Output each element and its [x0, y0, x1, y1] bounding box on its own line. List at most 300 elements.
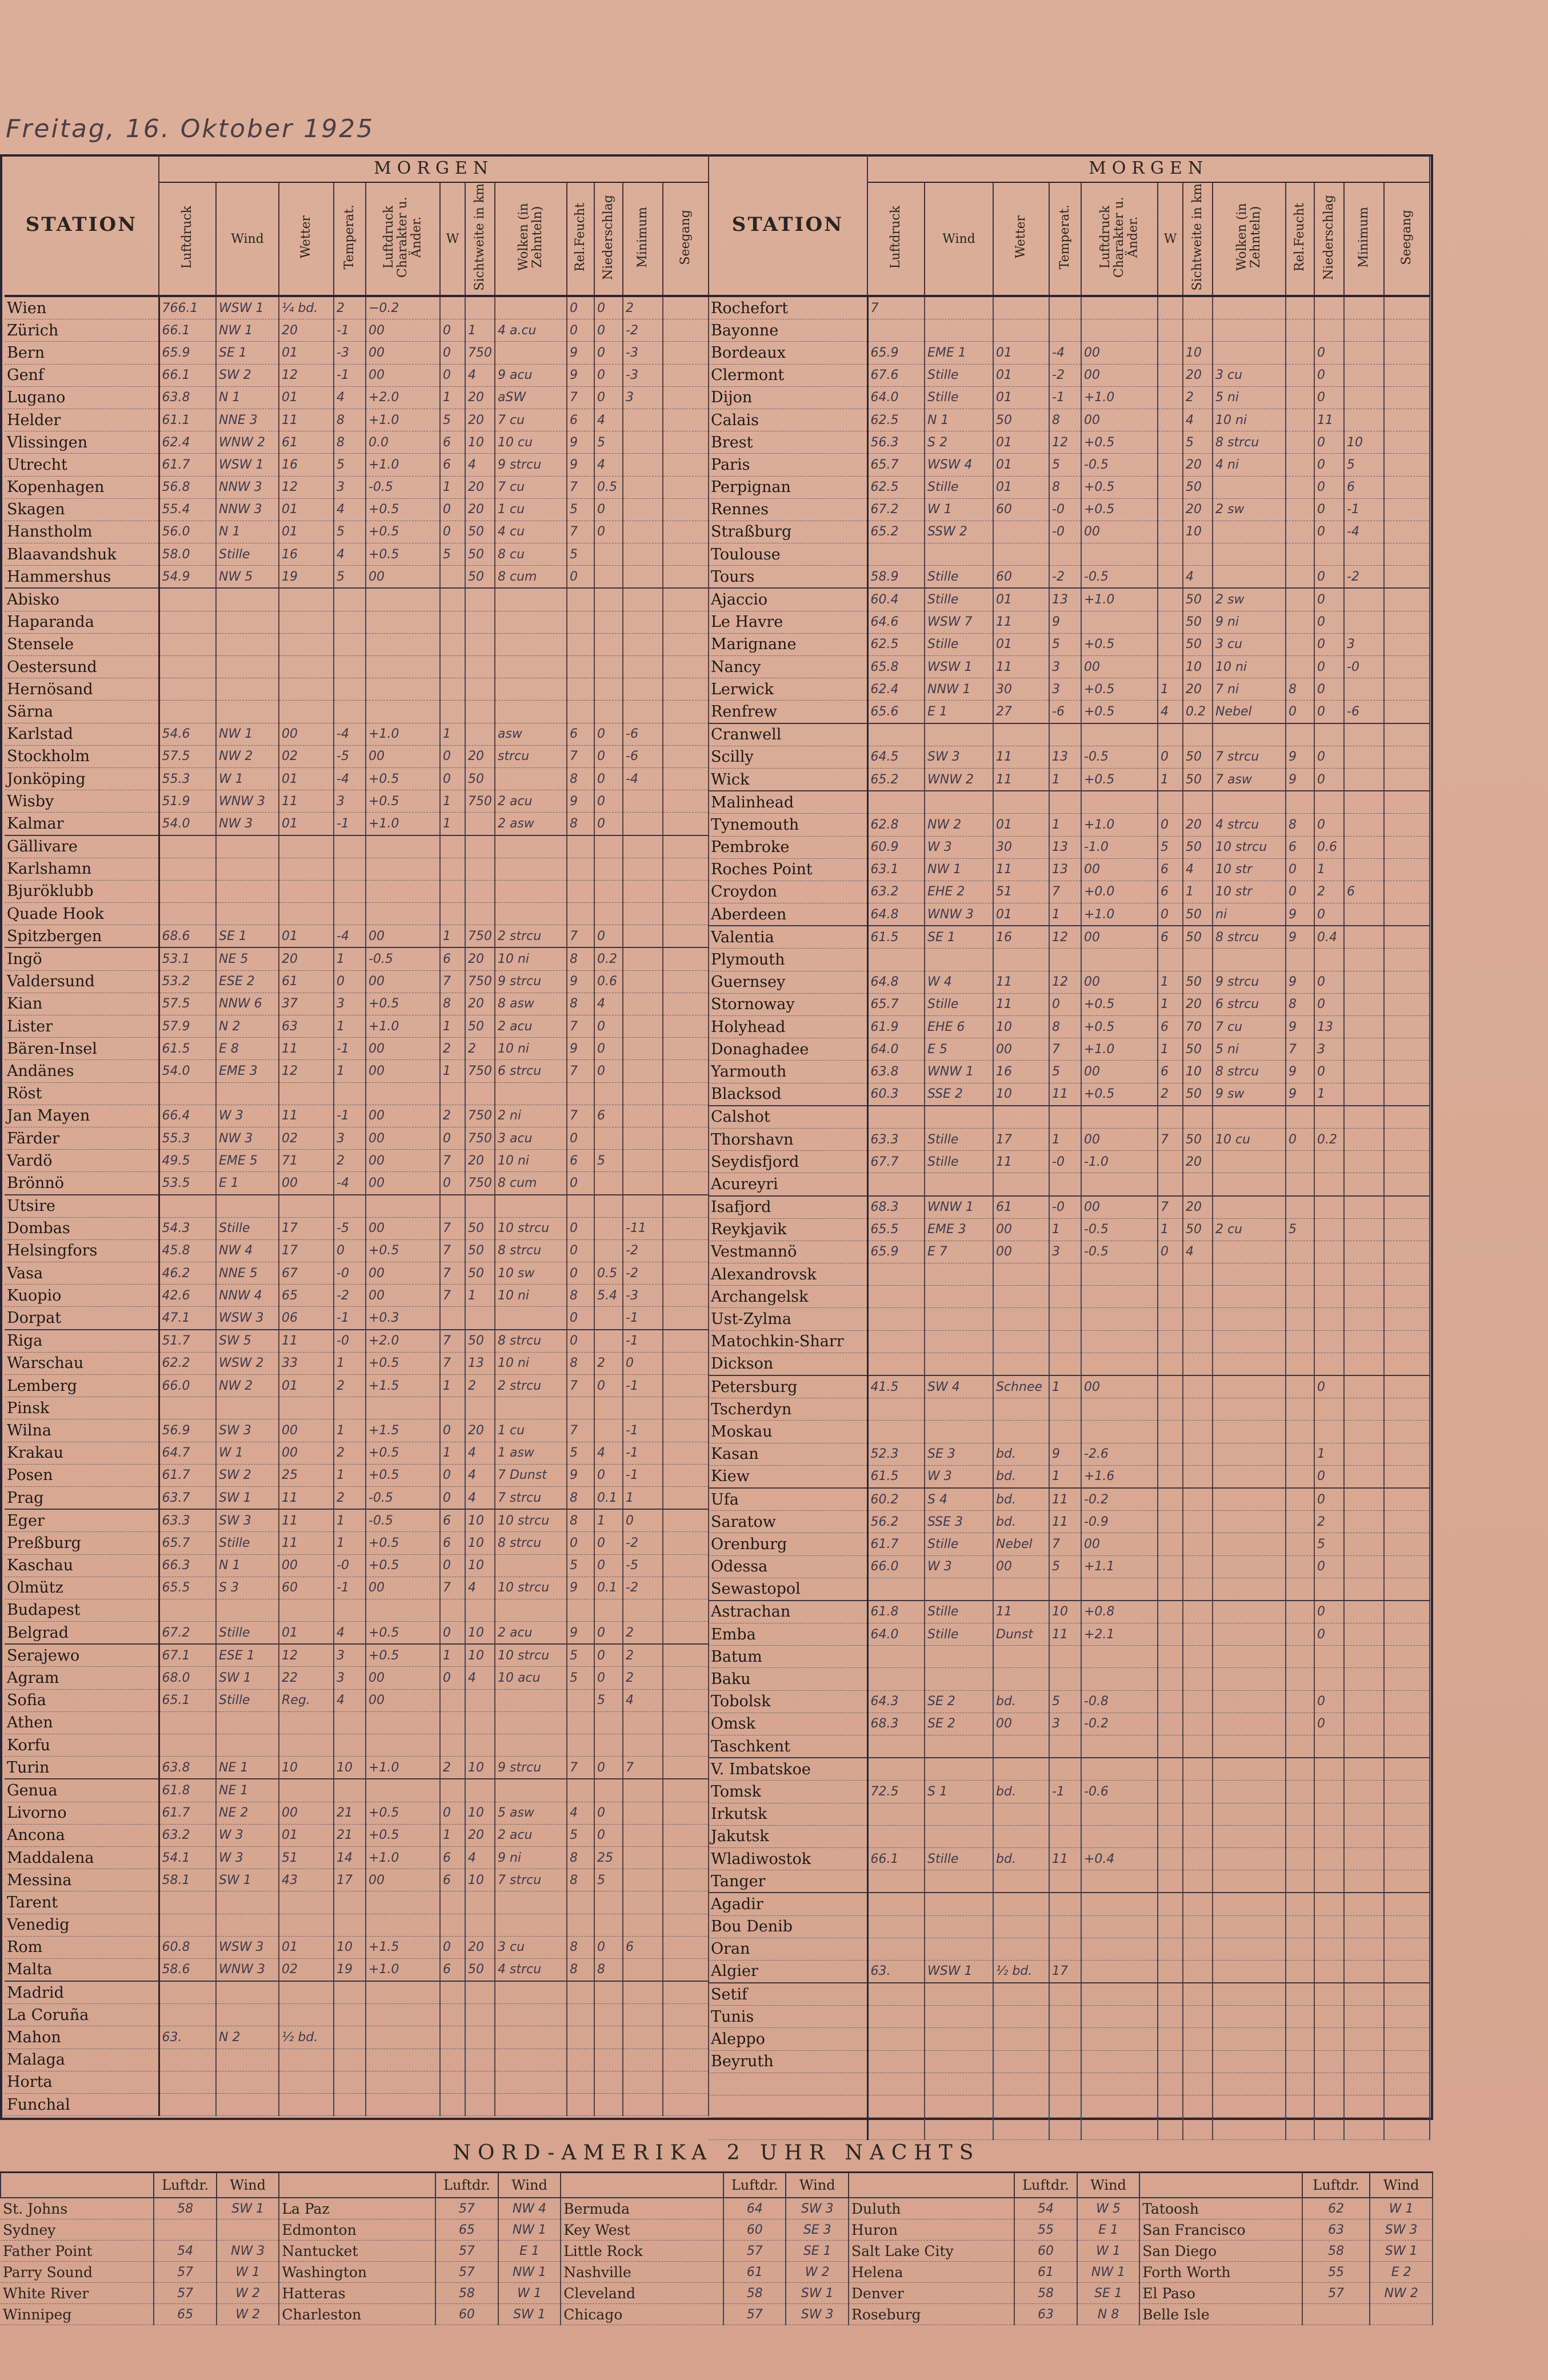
cell-weather: 01	[279, 1824, 334, 1846]
cell-precipitation	[1314, 1398, 1344, 1421]
station-row	[709, 746, 1430, 768]
station-name: Rochefort	[709, 296, 867, 319]
cell-visibility: 20	[465, 498, 495, 521]
cell-precipitation	[594, 1217, 623, 1239]
station-row	[5, 1442, 709, 1464]
cell-w	[1158, 2118, 1183, 2140]
cell-blank	[1384, 521, 1430, 543]
cell-minimum	[623, 1150, 663, 1172]
cell-wind	[925, 1758, 993, 1781]
cell-weather	[993, 2028, 1049, 2050]
cell-wind: SSE 3	[925, 1511, 993, 1533]
cell-temperature: 5	[334, 454, 366, 476]
cell-visibility: 2	[465, 1375, 495, 1397]
cell-pressure-change: +0.3	[366, 1307, 440, 1330]
cell-temperature	[1049, 1870, 1081, 1893]
cell-weather	[279, 835, 334, 858]
cell-minimum	[623, 835, 663, 858]
cell-pressure-change: +1.0	[1081, 1038, 1158, 1061]
cell-visibility: 20	[465, 745, 495, 767]
cell-pressure-change	[366, 1779, 440, 1802]
col-header-humidity	[567, 182, 594, 296]
cell-minimum: 0	[623, 1509, 663, 1532]
cell-humidity	[567, 656, 594, 678]
cell-blank	[1384, 1241, 1430, 1263]
cell-weather: bd.	[993, 1781, 1049, 1803]
cell-pressure-change: 00	[1081, 1196, 1158, 1219]
cell-clouds	[1213, 1870, 1286, 1893]
station-name: Malinhead	[709, 791, 867, 814]
cell-clouds	[1213, 1353, 1286, 1375]
cell-pressure	[159, 1195, 216, 1218]
cell-visibility: 750	[465, 970, 495, 993]
cell-temperature: -4	[334, 1172, 366, 1195]
cell-temperature: 4	[334, 1689, 366, 1711]
cell-visibility: 0.2	[1183, 701, 1213, 723]
cell-precipitation: 4	[594, 993, 623, 1015]
cell-clouds	[495, 1734, 567, 1757]
cell-minimum	[623, 476, 663, 498]
station-row	[709, 723, 1430, 746]
cell-w	[1158, 409, 1183, 431]
cell-pressure-change: +0.5	[366, 1622, 440, 1645]
cell-precipitation: 0.4	[1314, 926, 1344, 949]
cell-w: 0	[440, 342, 465, 364]
cell-humidity: 7	[567, 925, 594, 948]
cell-clouds: 9 strcu	[495, 1757, 567, 1779]
cell-clouds	[495, 880, 567, 902]
cell-minimum: 3	[1344, 633, 1384, 655]
cell-visibility: 50	[465, 1262, 495, 1285]
cell-temperature	[334, 2094, 366, 2116]
cell-blank	[663, 858, 709, 880]
station-row	[5, 1082, 709, 1105]
cell-pressure-change	[366, 1397, 440, 1419]
cell-weather: 01	[279, 386, 334, 409]
cell-weather: 10	[993, 1016, 1049, 1038]
station-name: Brönnö	[5, 1172, 159, 1195]
cell-visibility	[1183, 2095, 1213, 2118]
cell-weather: 67	[279, 1262, 334, 1285]
cell-w: 6	[440, 1846, 465, 1869]
col-header-weather	[993, 182, 1049, 296]
cell-temperature	[1049, 1983, 1081, 2006]
cell-weather: 61	[993, 1196, 1049, 1219]
cell-blank	[663, 1644, 709, 1667]
cell-blank	[1384, 1781, 1430, 1803]
cell-weather: 01	[993, 386, 1049, 409]
na-col-wind: Wind	[786, 2173, 849, 2198]
cell-precipitation	[1314, 296, 1344, 319]
cell-w: 1	[440, 813, 465, 835]
cell-pressure-change	[1081, 1173, 1158, 1196]
cell-clouds: 8 strcu	[1213, 1061, 1286, 1083]
cell-precipitation: 4	[594, 454, 623, 476]
cell-wind: WSW 3	[216, 1307, 279, 1330]
cell-humidity	[1286, 521, 1314, 543]
col-header-text: Seegang	[1399, 209, 1414, 265]
cell-weather	[279, 1082, 334, 1105]
cell-blank	[663, 498, 709, 521]
cell-minimum	[1344, 296, 1384, 319]
na-station-name: Father Point	[1, 2241, 154, 2262]
cell-blank	[1384, 656, 1430, 678]
station-row	[5, 1802, 709, 1824]
na-station-name: Roseburg	[849, 2304, 1014, 2325]
na-col-luftdr: Luftdr.	[154, 2173, 217, 2198]
station-name: Eger	[5, 1509, 159, 1532]
cell-w: 7	[440, 1330, 465, 1353]
station-name: Kian	[5, 993, 159, 1015]
cell-minimum: -6	[623, 745, 663, 767]
col-header-text: Seegang	[678, 209, 693, 265]
cell-pressure-change: +0.5	[366, 1802, 440, 1824]
cell-w	[1158, 1601, 1183, 1623]
cell-blank	[663, 1622, 709, 1645]
cell-minimum	[1344, 1061, 1384, 1083]
cell-pressure	[867, 1421, 925, 1443]
cell-blank	[663, 588, 709, 611]
cell-pressure-change: 00	[366, 1667, 440, 1689]
station-name: Serajewo	[5, 1644, 159, 1667]
cell-precipitation	[594, 903, 623, 925]
cell-humidity	[1286, 1555, 1314, 1578]
station-name: Setif	[709, 1983, 867, 2006]
station-name	[709, 2118, 867, 2140]
cell-humidity: 9	[567, 431, 594, 454]
cell-weather: 11	[993, 611, 1049, 633]
cell-temperature: 1	[334, 1015, 366, 1038]
cell-weather: 65	[279, 1285, 334, 1307]
cell-visibility	[1183, 1983, 1213, 2006]
cell-w	[440, 1689, 465, 1711]
cell-wind: SW 3	[216, 1419, 279, 1442]
cell-pressure	[867, 1353, 925, 1375]
na-station-name: Edmonton	[279, 2219, 435, 2241]
cell-pressure-change: 00	[366, 566, 440, 589]
na-wind: SW 1	[498, 2304, 561, 2325]
cell-pressure: 72.5	[867, 1781, 925, 1803]
cell-visibility: 1	[465, 319, 495, 342]
cell-humidity	[1286, 386, 1314, 409]
cell-pressure: 51.9	[159, 790, 216, 813]
cell-wind: W 3	[925, 1555, 993, 1578]
station-name: Helder	[5, 409, 159, 431]
cell-pressure-change	[366, 2026, 440, 2049]
cell-minimum	[1344, 858, 1384, 881]
cell-visibility: 50	[1183, 746, 1213, 768]
cell-precipitation	[1314, 1578, 1344, 1601]
cell-humidity	[1286, 1735, 1314, 1758]
cell-temperature: 3	[1049, 1713, 1081, 1735]
cell-blank	[663, 723, 709, 745]
cell-weather	[993, 1915, 1049, 1938]
na-wind: SW 3	[786, 2198, 849, 2219]
cell-humidity: 5	[567, 498, 594, 521]
station-name: Hernösand	[5, 678, 159, 701]
cell-visibility: 20	[1183, 814, 1213, 836]
station-row	[709, 2118, 1430, 2140]
cell-humidity	[567, 1981, 594, 2004]
cell-visibility	[1183, 1646, 1213, 1668]
cell-pressure	[159, 1914, 216, 1936]
cell-minimum	[1344, 1353, 1384, 1375]
cell-weather: 10	[279, 1757, 334, 1779]
station-name: Korfu	[5, 1734, 159, 1757]
cell-clouds: 10 ni	[495, 1285, 567, 1307]
station-row	[709, 2050, 1430, 2073]
cell-pressure: 66.1	[159, 364, 216, 386]
cell-clouds	[1213, 2006, 1286, 2028]
cell-clouds	[1213, 1893, 1286, 1915]
cell-minimum	[1344, 1465, 1384, 1488]
cell-pressure-change: -0.5	[1081, 1241, 1158, 1263]
station-name: Croydon	[709, 881, 867, 903]
cell-temperature: 3	[334, 1644, 366, 1667]
cell-wind	[925, 2028, 993, 2050]
cell-pressure-change	[1081, 1308, 1158, 1330]
cell-precipitation	[594, 1172, 623, 1195]
cell-w: 1	[1158, 971, 1183, 993]
station-name: Funchal	[5, 2094, 159, 2116]
cell-w	[1158, 1263, 1183, 1286]
station-row	[709, 656, 1430, 678]
morgen-header: MORGEN	[159, 154, 709, 182]
station-name: Blacksod	[709, 1083, 867, 1106]
cell-humidity	[567, 858, 594, 880]
cell-precipitation: 0	[594, 723, 623, 745]
cell-clouds	[1213, 949, 1286, 971]
cell-clouds	[1213, 1421, 1286, 1443]
cell-temperature: 0	[1049, 993, 1081, 1015]
cell-minimum	[1344, 1713, 1384, 1735]
cell-pressure: 60.8	[159, 1936, 216, 1958]
cell-visibility: 750	[465, 1060, 495, 1082]
cell-weather: 11	[279, 1330, 334, 1353]
cell-blank	[1384, 1398, 1430, 1421]
cell-precipitation: 5	[594, 431, 623, 454]
cell-wind	[925, 1646, 993, 1668]
station-name: Calais	[709, 409, 867, 431]
col-header-humidity	[1286, 182, 1314, 296]
cell-w	[1158, 588, 1183, 611]
cell-visibility: 20	[1183, 454, 1213, 476]
cell-weather: 16	[279, 454, 334, 476]
cell-blank	[1384, 993, 1430, 1015]
cell-temperature: 1	[334, 1419, 366, 1442]
cell-weather	[993, 1938, 1049, 1960]
station-name: Ajaccio	[709, 588, 867, 611]
cell-pressure: 54.0	[159, 813, 216, 835]
cell-temperature	[334, 2026, 366, 2049]
cell-humidity	[567, 1711, 594, 1734]
cell-weather: 01	[279, 1622, 334, 1645]
station-name: Blaavandshuk	[5, 543, 159, 566]
cell-w	[1158, 1960, 1183, 1983]
cell-precipitation	[594, 858, 623, 880]
cell-minimum	[1344, 611, 1384, 633]
cell-wind: WSW 1	[925, 656, 993, 678]
cell-precipitation: 0	[1314, 633, 1344, 655]
cell-weather	[993, 2006, 1049, 2028]
col-header-text: Temperat.	[342, 205, 357, 270]
station-name: Athen	[5, 1711, 159, 1734]
cell-blank	[663, 1958, 709, 1981]
cell-weather	[993, 723, 1049, 746]
station-name: Jonköping	[5, 767, 159, 790]
cell-temperature	[334, 611, 366, 633]
cell-minimum: -3	[623, 1285, 663, 1307]
cell-clouds	[1213, 2050, 1286, 2073]
station-name: Kopenhagen	[5, 476, 159, 498]
na-wind: W 1	[1370, 2198, 1433, 2219]
cell-w	[1158, 454, 1183, 476]
cell-humidity: 9	[1286, 1061, 1314, 1083]
cell-humidity	[567, 1734, 594, 1757]
station-row	[709, 1375, 1430, 1398]
cell-wind: NW 2	[925, 814, 993, 836]
station-name: Archangelsk	[709, 1286, 867, 1308]
na-row	[1, 2219, 1433, 2241]
station-name: Messina	[5, 1869, 159, 1891]
cell-pressure	[867, 1870, 925, 1893]
cell-precipitation	[1314, 791, 1344, 814]
cell-precipitation: 0	[594, 1015, 623, 1038]
cell-temperature	[1049, 296, 1081, 319]
cell-pressure-change: 00	[366, 364, 440, 386]
col-header-text: Rel.Feucht	[1292, 202, 1307, 272]
cell-w: 0	[1158, 903, 1183, 926]
cell-pressure: 68.3	[867, 1196, 925, 1219]
cell-minimum	[623, 2026, 663, 2049]
cell-pressure: 56.9	[159, 1419, 216, 1442]
cell-w	[1158, 1578, 1183, 1601]
na-station-name: El Paso	[1139, 2283, 1302, 2304]
cell-wind: NW 2	[216, 745, 279, 767]
cell-pressure-change: 00	[366, 1105, 440, 1127]
cell-pressure	[159, 835, 216, 858]
cell-humidity: 5	[567, 1824, 594, 1846]
cell-weather: ½ bd.	[279, 2026, 334, 2049]
cell-pressure-change: +1.5	[366, 1419, 440, 1442]
cell-blank	[663, 947, 709, 970]
cell-precipitation: 3	[1314, 1038, 1344, 1061]
cell-precipitation	[594, 611, 623, 633]
cell-visibility: 10	[465, 431, 495, 454]
cell-humidity	[567, 2049, 594, 2071]
cell-blank	[663, 1824, 709, 1846]
cell-visibility: 20	[1183, 678, 1213, 701]
cell-blank	[663, 1869, 709, 1891]
cell-precipitation: 0	[594, 521, 623, 543]
cell-visibility	[1183, 1938, 1213, 1960]
cell-temperature: -2	[1049, 364, 1081, 386]
cell-pressure-change	[1081, 1668, 1158, 1690]
na-station-name: Cleveland	[561, 2283, 723, 2304]
cell-temperature	[334, 1779, 366, 1802]
cell-temperature: -1	[334, 1038, 366, 1060]
cell-clouds: 1 asw	[495, 1442, 567, 1464]
cell-precipitation	[594, 2049, 623, 2071]
cell-blank	[1384, 1938, 1430, 1960]
cell-visibility	[1183, 1330, 1213, 1353]
cell-pressure-change: +0.5	[366, 1352, 440, 1374]
cell-w: 1	[1158, 678, 1183, 701]
cell-temperature	[334, 858, 366, 880]
cell-precipitation	[1314, 2118, 1344, 2140]
cell-w	[1158, 1646, 1183, 1668]
cell-blank	[663, 319, 709, 342]
cell-clouds	[1213, 1915, 1286, 1938]
station-name: Oran	[709, 1938, 867, 1960]
cell-visibility: 10	[465, 1554, 495, 1577]
cell-wind: WSW 1	[216, 454, 279, 476]
cell-weather	[279, 1195, 334, 1218]
cell-pressure-change: +0.5	[366, 993, 440, 1015]
na-wind: W 2	[217, 2304, 279, 2325]
cell-minimum: 3	[623, 386, 663, 409]
cell-weather: 63	[279, 1015, 334, 1038]
cell-wind	[925, 1263, 993, 1286]
cell-humidity: 8	[567, 1936, 594, 1958]
cell-clouds	[495, 858, 567, 880]
station-name: Astrachan	[709, 1601, 867, 1623]
station-row	[709, 1690, 1430, 1713]
cell-minimum	[623, 858, 663, 880]
col-header-wind	[216, 182, 279, 296]
cell-precipitation: 0	[594, 364, 623, 386]
station-row	[709, 1106, 1430, 1129]
cell-pressure-change: +0.5	[366, 790, 440, 813]
cell-pressure: 60.2	[867, 1488, 925, 1511]
cell-visibility	[465, 903, 495, 925]
station-row	[5, 296, 709, 319]
cell-visibility: 50	[1183, 836, 1213, 858]
cell-minimum	[623, 790, 663, 813]
cell-visibility: 4	[1183, 858, 1213, 881]
station-row	[709, 566, 1430, 589]
cell-temperature	[334, 678, 366, 701]
cell-precipitation: 1	[1314, 858, 1344, 881]
col-header-text: Minimum	[635, 206, 650, 268]
cell-wind: Stille	[925, 588, 993, 611]
cell-clouds: 10 ni	[495, 1038, 567, 1060]
cell-pressure	[867, 1915, 925, 1938]
cell-minimum	[623, 2049, 663, 2071]
cell-weather: 30	[993, 836, 1049, 858]
cell-blank	[663, 925, 709, 948]
cell-w	[1158, 2095, 1183, 2118]
cell-temperature: 21	[334, 1824, 366, 1846]
cell-humidity	[1286, 1465, 1314, 1488]
cell-minimum: -2	[1344, 566, 1384, 589]
cell-blank	[663, 543, 709, 566]
cell-precipitation: 13	[1314, 1016, 1344, 1038]
station-row	[5, 1846, 709, 1869]
cell-precipitation: 0	[594, 745, 623, 767]
cell-pressure: 63.3	[867, 1128, 925, 1150]
cell-blank	[1384, 881, 1430, 903]
cell-visibility: 50	[1183, 768, 1213, 791]
cell-pressure-change	[1081, 1421, 1158, 1443]
cell-wind: WNW 2	[925, 768, 993, 791]
cell-w	[1158, 1421, 1183, 1443]
na-station-name: La Paz	[279, 2198, 435, 2219]
cell-pressure: 63.1	[867, 858, 925, 881]
station-row	[5, 1486, 709, 1509]
na-pressure: 60	[1014, 2241, 1077, 2262]
cell-pressure	[867, 1286, 925, 1308]
